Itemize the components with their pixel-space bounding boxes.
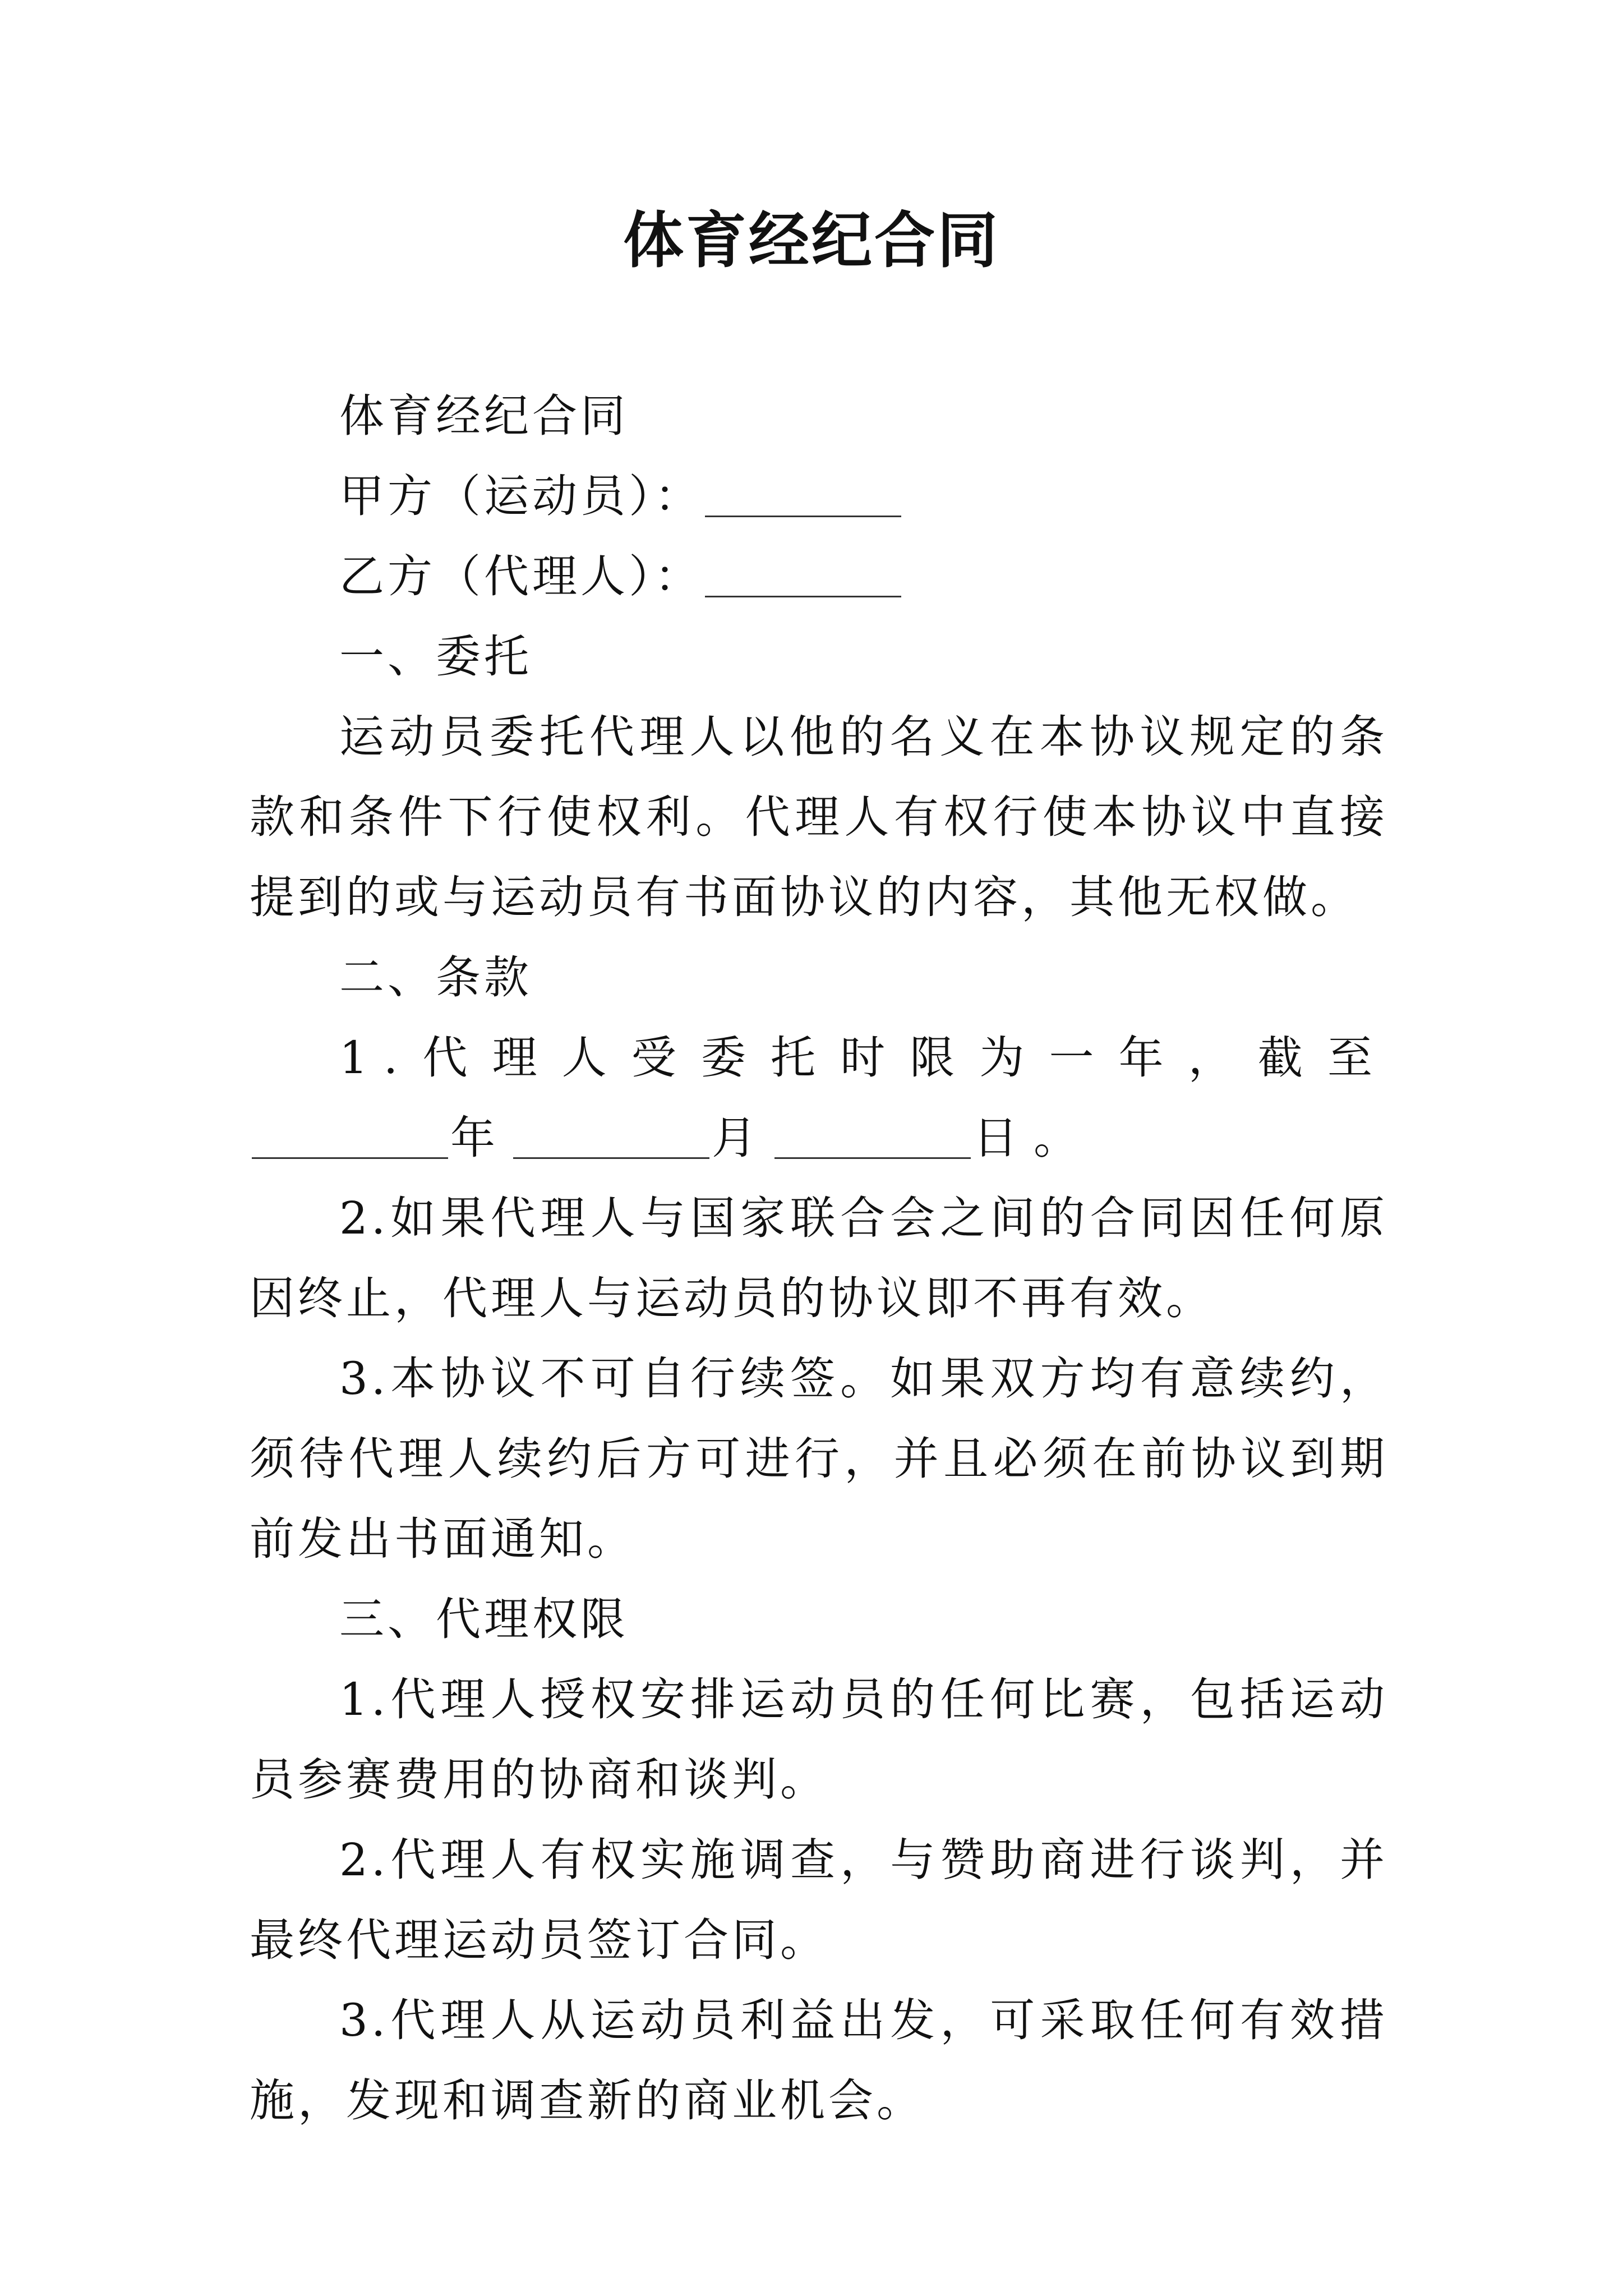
day-blank[interactable] xyxy=(774,1112,971,1159)
section-1-heading: 一、委托 xyxy=(339,631,532,683)
clause-1 xyxy=(250,1018,1388,1178)
party-a-label: 甲方（运动员）： xyxy=(339,470,703,522)
authority-2: 2.代理人有权实施调查，与赞助商进行谈判，并最终代理运动员签订合同。 xyxy=(250,1834,1388,1966)
day-label: 日。 xyxy=(973,1112,1094,1164)
year-label: 年 xyxy=(450,1112,511,1164)
party-a-blank[interactable] xyxy=(705,471,901,517)
document-title: 体育经纪合同 xyxy=(623,206,1000,276)
heading-repeat: 体育经纪合同 xyxy=(339,390,629,442)
authority-3: 3.代理人从运动员利益出发，可采取任何有效措施，发现和调查新的商业机会。 xyxy=(250,1994,1388,2127)
section-1-text: 运动员委托代理人以他的名义在本协议规定的条款和条件下行使权利。代理人有权行使本协议中直接提到的或与运动员有书面协议的内容，其他无权做。 xyxy=(250,711,1388,923)
authority-1: 1.代理人授权安排运动员的任何比赛，包括运动员参赛费用的协商和谈判。 xyxy=(250,1673,1388,1806)
clause-1-prefix: 1.代理人受委托时限为一年，截至 xyxy=(339,1032,1388,1084)
section-3-heading: 三、代理权限 xyxy=(339,1593,629,1645)
document-body xyxy=(250,376,1388,2141)
clause-2: 2.如果代理人与国家联合会之间的合同因任何原因终止，代理人与运动员的协议即不再有效。 xyxy=(250,1192,1388,1324)
month-blank[interactable] xyxy=(513,1112,709,1159)
year-blank[interactable] xyxy=(252,1112,448,1159)
party-b-line xyxy=(250,536,1388,616)
party-a-line xyxy=(250,456,1388,536)
section-2-heading: 二、条款 xyxy=(339,951,532,1004)
clause-3: 3.本协议不可自行续签。如果双方均有意续约，须待代理人续约后方可进行，并且必须在前协议到期前发出书面通知。 xyxy=(250,1352,1388,1565)
party-b-blank[interactable] xyxy=(705,551,901,597)
party-b-label: 乙方（代理人）： xyxy=(339,550,703,602)
month-label: 月 xyxy=(712,1112,772,1164)
